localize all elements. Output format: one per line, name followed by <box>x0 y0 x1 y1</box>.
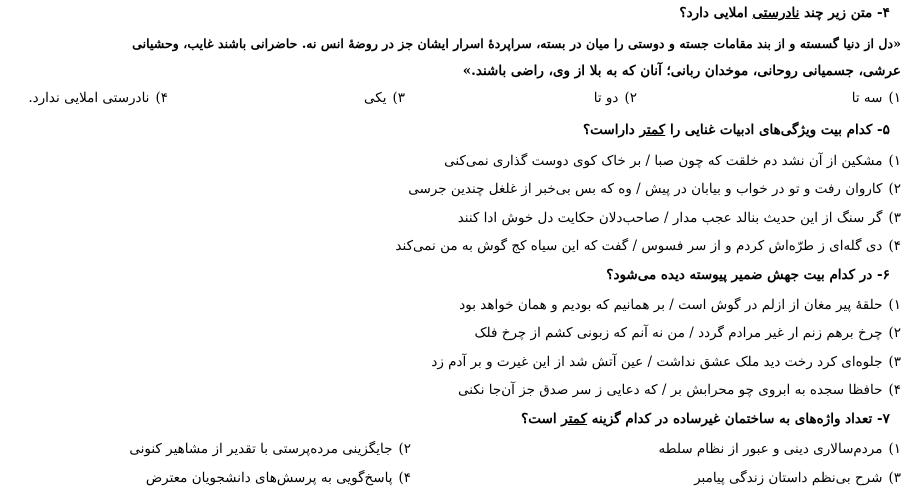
question-6-stem <box>8 264 901 286</box>
option-index: ۱) <box>888 441 901 457</box>
q5-option-4[interactable] <box>395 235 901 257</box>
q4-option-1[interactable] <box>852 87 901 109</box>
question-4-stem <box>8 2 901 24</box>
option-text: دو تا <box>593 90 619 106</box>
option-index: ۴) <box>888 382 901 398</box>
option-index: ۲) <box>398 441 411 457</box>
q7-option-3[interactable] <box>694 467 901 489</box>
option-text: جایگزینی مرده‌پرستی با تقدیر از مشاهیر کنونی <box>129 441 393 457</box>
option-index: ۱) <box>888 153 901 169</box>
stem-underlined: نادرستی <box>752 5 800 21</box>
question-4-passage-line-1: «دل از دنیا گسسته و از بند مقامات جسته و دوستی را میان در بسته، سراپردهٔ اسرار ایشان جز در روضهٔ انس نه. حاضرانی باشند غایب، وحشیانی <box>132 36 901 51</box>
option-text: شرح بی‌نظم داستان زندگی پیامبر <box>694 470 883 486</box>
question-number: ۶- <box>877 267 890 283</box>
option-text: سه تا <box>851 90 883 106</box>
option-index: ۱) <box>888 90 901 106</box>
q6-option-4[interactable] <box>458 379 901 401</box>
stem-text: در کدام بیت جهش ضمیر پیوسته دیده می‌شود؟ <box>606 267 873 283</box>
option-index: ۳) <box>888 354 901 370</box>
option-text: حافظا سجده به ابروی چو محرابش بر / که دعایی ز سر صدق جز آن‌جا نکنی <box>457 382 883 398</box>
option-index: ۳) <box>888 210 901 226</box>
option-text: مردم‌سالاری دینی و عبور از نظام سلطه <box>658 441 883 457</box>
q4-option-2[interactable] <box>594 87 637 109</box>
option-index: ۲) <box>888 181 901 197</box>
stem-text: است؟ <box>521 411 557 427</box>
option-text: پاسخ‌گویی به پرسش‌های دانشجویان معترض <box>145 470 393 486</box>
option-text: نادرستی املایی ندارد. <box>28 90 150 106</box>
question-number: ۴- <box>877 5 890 21</box>
stem-text: املایی دارد؟ <box>679 5 748 21</box>
question-7-stem <box>8 408 901 430</box>
stem-text: متن زیر چند <box>804 5 873 21</box>
question-number: ۷- <box>877 411 890 427</box>
option-text: مشکین از آن نشد دم خلقت که چون صبا / بر خاک کوی دوست گذاری نمی‌کنی <box>444 153 883 169</box>
stem-underlined: کمتر <box>561 411 588 427</box>
q5-option-2[interactable] <box>408 178 901 200</box>
stem-text: تعداد واژه‌های به ساختمان غیرساده در کدام گزینه <box>591 411 873 427</box>
stem-underlined: کمتر <box>639 122 666 138</box>
q6-option-1[interactable] <box>459 294 901 316</box>
option-index: ۲) <box>624 90 637 106</box>
option-text: حلقهٔ پیر مغان از ازلم در گوش است / بر همانیم که بودیم و همان خواهد بود <box>459 297 883 313</box>
option-index: ۱) <box>888 297 901 313</box>
q5-option-1[interactable] <box>444 150 901 172</box>
option-index: ۴) <box>155 90 168 106</box>
q7-option-4[interactable] <box>146 467 411 489</box>
q4-option-4[interactable] <box>28 87 168 109</box>
option-text: یکی <box>363 90 387 106</box>
q6-option-2[interactable] <box>474 322 901 344</box>
question-number: ۵- <box>877 122 890 138</box>
stem-text: کدام بیت ویژگی‌های ادبیات غنایی را <box>669 122 873 138</box>
q7-option-2[interactable] <box>129 438 411 460</box>
option-index: ۲) <box>888 325 901 341</box>
option-text: دی گله‌ای ز طرّه‌اش کردم و از سر فسوس / گفت که این سیاه کج گوش به من نمی‌کند <box>395 238 883 254</box>
option-text: جلوه‌ای کرد رخت دید ملک عشق نداشت / عین آتش شد از این غیرت و بر آدم زد <box>431 354 883 370</box>
option-index: ۴) <box>888 238 901 254</box>
question-4-passage-line-2: عرشی، جسمیانی روحانی، موخدان ربانی؛ آنان که به بلا از وی، راضی باشند.» <box>462 63 901 79</box>
q5-option-3[interactable] <box>458 207 901 229</box>
option-text: گر سنگ از این حدیث بنالد عجب مدار / صاحب‌دلان حکایت دل خوش ادا کنند <box>457 210 883 226</box>
option-text: چرخ برهم زنم ار غیر مرادم گردد / من نه آنم که زبونی کشم از چرخ فلک <box>474 325 883 341</box>
question-5-stem <box>8 119 901 141</box>
q7-option-1[interactable] <box>659 438 901 460</box>
q4-option-3[interactable] <box>364 87 405 109</box>
option-text: کاروان رفت و تو در خواب و بیابان در پیش / وه که بس بی‌خبر از غلغل چندین جرسی <box>408 181 883 197</box>
option-index: ۴) <box>398 470 411 486</box>
option-index: ۳) <box>888 470 901 486</box>
stem-text: داراست؟ <box>583 122 635 138</box>
option-index: ۳) <box>392 90 405 106</box>
q6-option-3[interactable] <box>431 351 901 373</box>
